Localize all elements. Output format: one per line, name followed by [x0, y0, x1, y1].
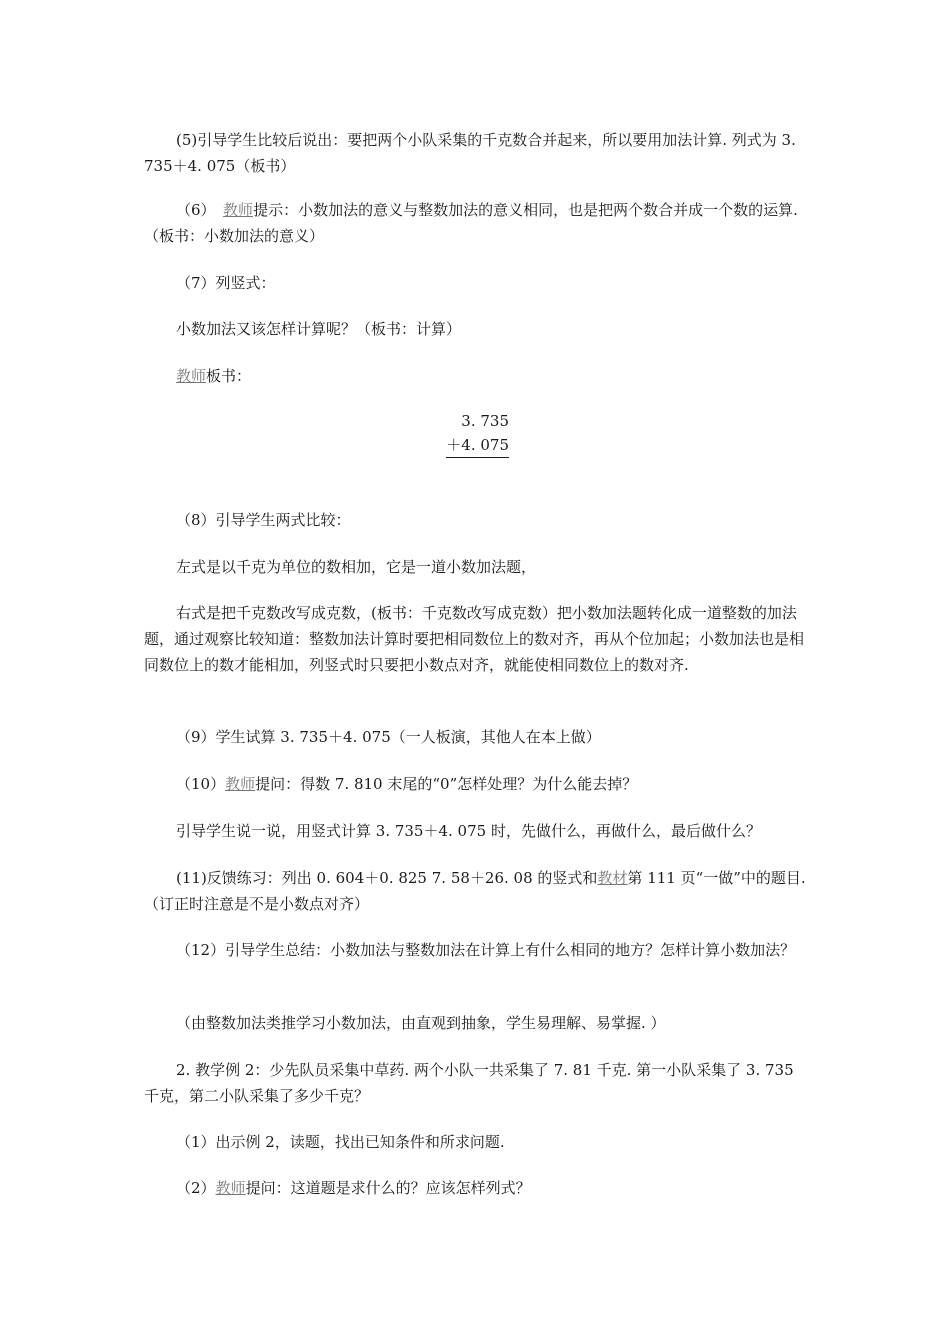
- calc-line-1: 3. 735: [461, 412, 509, 430]
- paragraph-text: （由整数加法类推学习小数加法，由直观到抽象，学生易理解、易掌握. ）: [176, 1014, 666, 1032]
- paragraph-step-10: [144, 771, 808, 797]
- paragraph-example-2-step-2: [144, 1175, 808, 1201]
- paragraph-text: （9）学生试算 3. 735＋4. 075（一人板演，其他人在本上做）: [176, 728, 601, 746]
- paragraph-step-5: [144, 127, 808, 179]
- vertical-calculation: [437, 409, 509, 458]
- paragraph-step-12: [144, 937, 808, 963]
- paragraph-step-11: [144, 865, 808, 917]
- teacher-link[interactable]: 教师: [223, 201, 254, 219]
- paragraph-how-to-calc: [144, 316, 808, 342]
- paragraph-text: (11)反馈练习：列出 0. 604＋0. 825 7. 58＋26. 08 的竖式和: [176, 869, 598, 887]
- paragraph-text: 第 111 页“一做”中的题目. （订正时注意是不是小数点对齐）: [144, 869, 806, 913]
- paragraph-teacher-board: [144, 363, 808, 389]
- paragraph-text: （2）: [176, 1179, 216, 1197]
- paragraph-example-2-step-1: [144, 1129, 808, 1155]
- paragraph-text: 提问：得数 7. 810 末尾的“0”怎样处理？为什么能去掉？: [255, 775, 638, 793]
- paragraph-text: （8）引导学生两式比较：: [176, 511, 351, 529]
- paragraph-text: （7）列竖式：: [176, 274, 276, 292]
- paragraph-text: 引导学生说一说，用竖式计算 3. 735＋4. 075 时，先做什么，再做什么，最后做什么？: [176, 822, 761, 840]
- paragraph-text: （10）: [176, 775, 226, 793]
- paragraph-text: 2. 教学例 2：少先队员采集中草药. 两个小队一共采集了 7. 81 千克. 第一小队采集了 3. 735 千克，第二小队采集了多少千克？: [144, 1061, 794, 1105]
- paragraph-text: 提问：这道题是求什么的？应该怎样列式？: [245, 1179, 531, 1197]
- textbook-link[interactable]: 教材: [597, 869, 628, 887]
- paragraph-text: 右式是把千克数改写成克数，(板书：千克数改写成克数）把小数加法题转化成一道整数的加法题，通过观察比较知道：整数加法计算时要把相同数位上的数对齐，再从个位加起；小数加法也是相同数位上的数才能相加，列竖式时只要把小数点对齐，就能使相同数位上的数对齐.: [144, 604, 805, 674]
- paragraph-example-2: [144, 1057, 808, 1109]
- paragraph-step-7: [144, 270, 808, 296]
- paragraph-guide-students: [144, 818, 808, 844]
- teacher-link[interactable]: 教师: [225, 775, 256, 793]
- paragraph-text: 板书：: [206, 367, 252, 385]
- paragraph-step-9: [144, 724, 808, 750]
- paragraph-text: (5)引导学生比较后说出：要把两个小队采集的千克数合并起来，所以要用加法计算. 列式为 3. 735＋4. 075（板书）: [144, 131, 796, 175]
- paragraph-left-formula: [144, 554, 808, 580]
- paragraph-right-formula: [144, 600, 808, 678]
- teacher-link[interactable]: 教师: [176, 367, 207, 385]
- paragraph-step-8: [144, 507, 808, 533]
- paragraph-text: （1）出示例 2，读题，找出已知条件和所求问题.: [176, 1133, 505, 1151]
- paragraph-text: （12）引导学生总结：小数加法与整数加法在计算上有什么相同的地方？怎样计算小数加法？: [176, 941, 796, 959]
- paragraph-text: 提示：小数加法的意义与整数加法的意义相同，也是把两个数合并成一个数的运算. （板书：小数加法的意义）: [144, 201, 798, 245]
- paragraph-text: （6）: [176, 201, 224, 219]
- paragraph-step-6: [144, 197, 808, 249]
- paragraph-analogy-note: [144, 1010, 808, 1036]
- paragraph-text: 小数加法又该怎样计算呢？（板书：计算）: [176, 320, 462, 338]
- paragraph-text: 左式是以千克为单位的数相加，它是一道小数加法题，: [176, 558, 537, 576]
- teacher-link[interactable]: 教师: [215, 1179, 246, 1197]
- calc-line-2: ＋4. 075: [446, 433, 509, 458]
